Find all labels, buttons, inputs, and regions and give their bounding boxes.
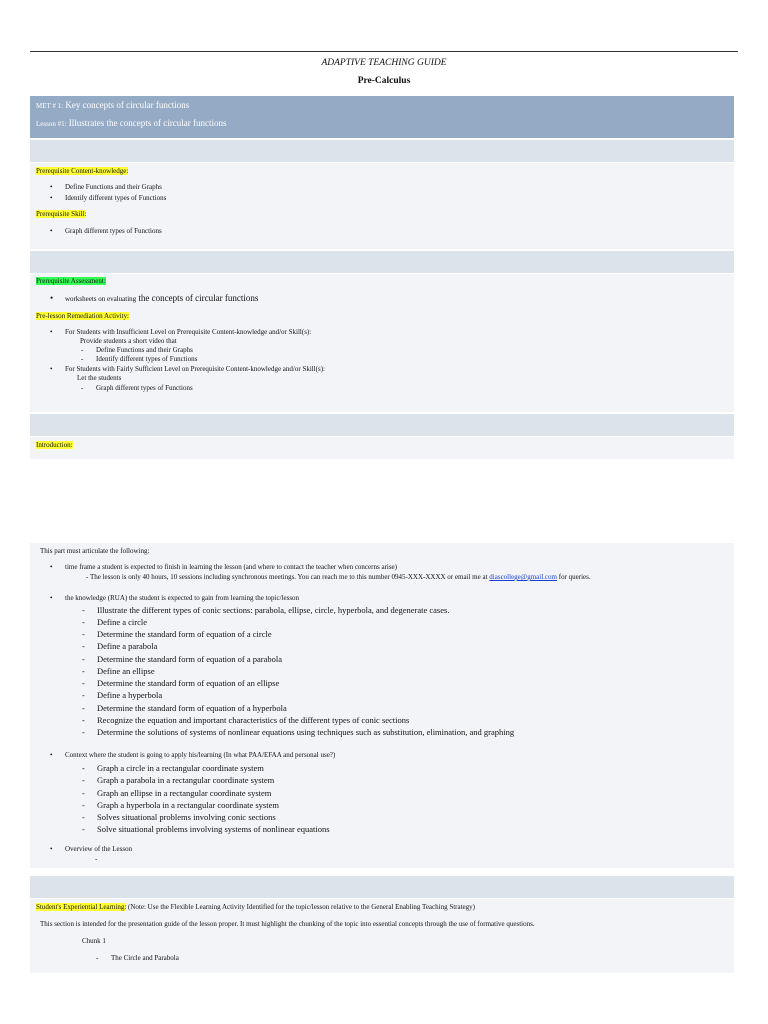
lesson-text: Illustrates the concepts of circular functions [68, 118, 227, 128]
prereq-skill-item: • Graph different types of Functions [65, 227, 162, 235]
rua-item: - Determine the standard form of equation of a circle [97, 629, 272, 639]
context-item: - Graph a hyperbola in a rectangular coordinate system [97, 800, 279, 810]
remediation-b-item: - Graph different types of Functions [96, 384, 193, 392]
rua-item: - Determine the standard form of equation of an ellipse [97, 678, 279, 688]
prereq-assessment-heading: Prerequisite Assessment: [36, 277, 106, 285]
divider-band [30, 876, 734, 898]
context-item: - Solve situational problems involving systems of nonlinear equations [97, 824, 330, 834]
time-frame-detail: - The lesson is only 40 hours, 10 sessions including synchronous meetings. You can reach me to this number 0945-XXX-XXXX or email me at diascollege@gmail.com for queries. [86, 573, 591, 581]
remediation-a-line: Provide students a short video that [80, 337, 177, 345]
context-item: - Graph a parabola in a rectangular coordinate system [97, 775, 274, 785]
introduction-band [30, 437, 734, 459]
time-frame-heading: • time frame a student is expected to finish in learning the lesson (and where to contact the teacher when concerns arise) [65, 563, 397, 571]
context-item: - Solves situational problems involving conic sections [97, 812, 276, 822]
rua-item: - Determine the solutions of systems of nonlinear equations using techniques such as substitution, elimination, and graphing [97, 727, 514, 737]
articulate-intro: This part must articulate the following: [40, 547, 150, 555]
prereq-assessment-item: • worksheets on evaluating the concepts of circular functions [65, 293, 258, 303]
rua-item: - Determine the standard form of equation of a parabola [97, 654, 282, 664]
experiential-heading: Student's Experiential Learning: [36, 903, 127, 911]
lesson-label: Lesson #1: [36, 120, 67, 128]
experiential-section [30, 899, 734, 973]
rua-item: - Define a hyperbola [97, 690, 162, 700]
context-heading: • Context where the student is going to apply his/learning (In what PAA/EFAA and personal use?) [65, 751, 335, 759]
context-item: - Graph a circle in a rectangular coordinate system [97, 763, 264, 773]
rua-item: - Define a circle [97, 617, 147, 627]
divider-band [30, 414, 734, 436]
remediation-heading: Pre-lesson Remediation Activity: [36, 312, 129, 320]
rua-item: - Recognize the equation and important characteristics of the different types of conic sections [97, 715, 409, 725]
introduction-heading: Introduction: [36, 441, 73, 449]
rua-item: - Illustrate the different types of conic sections: parabola, ellipse, circle, hyperbola, and degenerate cases. [97, 605, 449, 615]
experiential-note: (Note: Use the Flexible Learning Activity Identified for the topic/lesson relative to the General Enabling Teaching Strategy) [126, 903, 475, 911]
divider-band [30, 251, 734, 273]
met-band [30, 96, 734, 138]
met-label: MET # 1: [36, 102, 64, 110]
prereq-content-item: • Define Functions and their Graphs [65, 183, 162, 191]
top-rule [30, 51, 738, 52]
met-text: Key concepts of circular functions [65, 100, 190, 110]
prerequisite-section [30, 163, 734, 249]
remediation-a-item: - Define Functions and their Graphs [96, 346, 193, 354]
rua-item: - Define a parabola [97, 641, 157, 651]
remediation-a-title: • For Students with Insufficient Level on Prerequisite Content-knowledge and/or Skill(s): [65, 328, 311, 336]
teacher-email-link[interactable]: diascollege@gmail.com [489, 573, 557, 581]
rua-item: - Define an ellipse [97, 666, 155, 676]
context-item: - Graph an ellipse in a rectangular coordinate system [97, 788, 271, 798]
remediation-b-title: • For Students with Fairly Sufficient Level on Prerequisite Content-knowledge and/or Skill(s): [65, 365, 325, 373]
document-subtitle: Pre-Calculus [357, 76, 411, 86]
prereq-content-heading: Prerequisite Content-knowledge: [36, 167, 129, 175]
remediation-b-line: Let the students [77, 374, 122, 382]
document-title: ADAPTIVE TEACHING GUIDE [321, 58, 447, 68]
chunk-label: Chunk 1 [82, 937, 106, 945]
rua-heading: • the knowledge (RUA) the student is expected to gain from learning the topic/lesson [65, 594, 299, 602]
articulation-section [30, 543, 734, 868]
assessment-section [30, 274, 734, 412]
prereq-content-item: • Identify different types of Functions [65, 194, 166, 202]
divider-band [30, 140, 734, 162]
remediation-a-item: - Identify different types of Functions [96, 355, 197, 363]
experiential-desc: This section is intended for the presentation guide of the lesson proper. It must highlight the chunking of the topic into essential concepts through the use of formative questions. [40, 920, 535, 928]
prereq-skill-heading: Prerequisite Skill: [36, 210, 87, 218]
rua-item: - Determine the standard form of equation of a hyperbola [97, 703, 287, 713]
overview-heading: • Overview of the Lesson [65, 845, 132, 853]
chunk-item: - The Circle and Parabola [111, 954, 179, 962]
